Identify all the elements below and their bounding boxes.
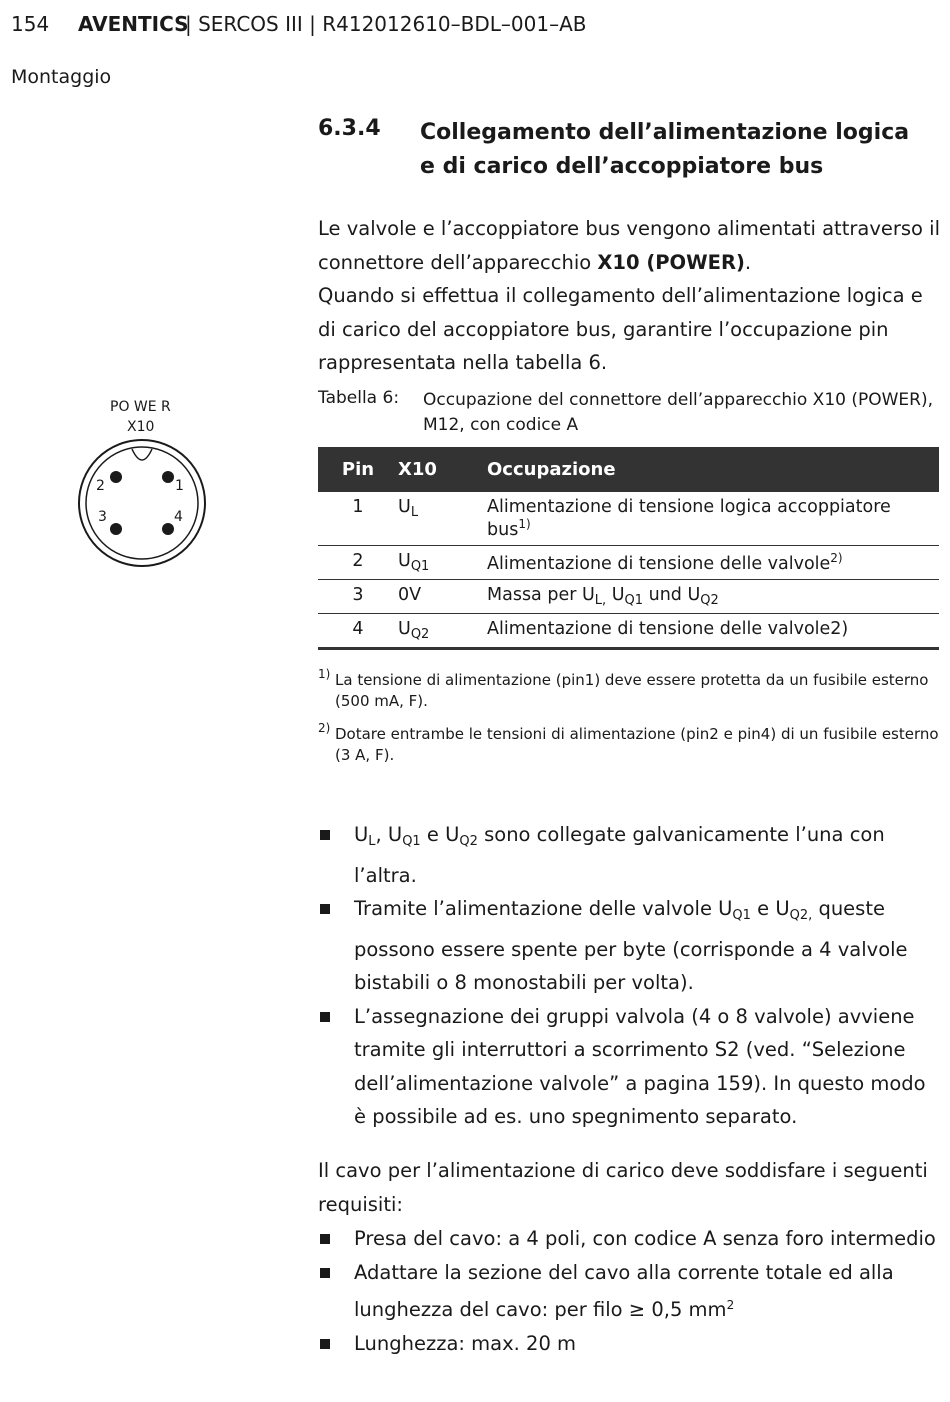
intro-p1-end: . [744, 250, 752, 274]
list-item [318, 1256, 943, 1327]
connector-text: und U [643, 585, 701, 605]
cell-description: Alimentazione di tensione delle valvole2) [487, 614, 939, 649]
table-header-row [318, 447, 939, 492]
pin-label-1: 1 [175, 478, 184, 494]
cell-description [487, 546, 939, 580]
table-row [318, 492, 939, 546]
subscript: Q1 [732, 908, 751, 923]
list-item [318, 1327, 943, 1361]
text: e U [750, 897, 790, 920]
bullet-square-icon [320, 1234, 330, 1244]
section-title-line2: e di carico dell’accoppiatore bus [420, 154, 824, 179]
list-item [318, 818, 943, 892]
superscript: 2 [726, 1298, 735, 1312]
subscript: Q2, [789, 908, 813, 923]
header-pin: Pin [318, 447, 398, 492]
list-item [318, 892, 943, 1000]
symbol-u: U [354, 823, 369, 846]
text: L’assegnazione dei gruppi valvola (4 o 8 valvole) avviene tramite gli interruttori a scorrimento S2 (ved. “Selezione dell’alimentazione valvole” a pagina 159). In questo modo è possibile ad es. uno spegnimento separato. [354, 1004, 926, 1128]
brand-name: AVENTICS [78, 12, 189, 36]
bullet-square-icon [320, 1268, 330, 1278]
intro-text [318, 212, 943, 380]
cell-pin: 2 [318, 546, 398, 580]
text: sono collegate galvanicamente l’una con l’altra. [354, 823, 885, 887]
text: Lunghezza: max. 20 m [354, 1331, 577, 1355]
signal-subscript: Q2 [410, 627, 430, 642]
footnote-mark: 2) [318, 721, 331, 735]
cell-description [487, 492, 939, 546]
subscript-q2: Q2 [700, 593, 719, 608]
bullet-square-icon [320, 1339, 330, 1349]
cell-signal [398, 546, 487, 580]
signal-subscript: L [410, 505, 419, 520]
power-connector-diagram [70, 395, 215, 575]
subscript-l: L, [594, 593, 607, 608]
subscript: Q1 [402, 834, 421, 849]
cell-pin: 4 [318, 614, 398, 649]
header-x10: X10 [398, 447, 487, 492]
section-title-line1: Collegamento dell’alimentazione logica [420, 120, 910, 145]
pin-label-3: 3 [98, 509, 107, 525]
cell-signal [398, 492, 487, 546]
signal-symbol: U [398, 551, 411, 571]
description-text: Alimentazione di tensione logica accoppiatore bus [487, 497, 891, 540]
signal-subscript: Q1 [410, 559, 430, 574]
cell-signal: 0V [398, 580, 487, 614]
intro-paragraph-1 [318, 212, 943, 279]
bullet-square-icon [320, 830, 330, 840]
table-row [318, 580, 939, 614]
diagram-label-power: PO WE R [110, 399, 171, 415]
section-title [420, 116, 940, 184]
symbol-u: U [606, 585, 625, 605]
text: Tramite l’alimentazione delle valvole U [354, 897, 733, 920]
pin-assignment-table [318, 447, 939, 650]
pin-4-dot [162, 523, 174, 535]
text: Presa del cavo: a 4 poli, con codice A senza foro intermedio [354, 1227, 936, 1250]
text: e U [420, 823, 460, 846]
text: queste possono essere spente per byte (corrisponde a 4 valvole bistabili o 8 monostabili per volta). [354, 897, 908, 994]
section-label: Montaggio [11, 66, 112, 88]
signal-symbol: U [398, 497, 411, 517]
diagram-label-x10: X10 [127, 419, 155, 435]
table-caption-label: Tabella 6: [318, 388, 400, 408]
footnote-text: Dotare entrambe le tensioni di alimentazione (pin2 e pin4) di un fusibile esterno (3 A, F). [335, 725, 939, 764]
pin-3-dot [110, 523, 122, 535]
intro-p1-bold: X10 (POWER) [597, 250, 745, 274]
cell-pin: 3 [318, 580, 398, 614]
bullet-list-2 [318, 1222, 943, 1360]
text: , U [375, 823, 403, 846]
footnote-ref: 1) [518, 517, 531, 531]
subscript: Q2 [459, 834, 478, 849]
cell-description [487, 580, 939, 614]
text: Adattare la sezione del cavo alla corrente totale ed alla lunghezza del cavo: per filo ≥ 0,5 mm [354, 1260, 894, 1321]
footnote-text: La tensione di alimentazione (pin1) deve essere protetta da un fusibile esterno (500 mA, F). [335, 671, 929, 710]
header-occupazione: Occupazione [487, 447, 939, 492]
list-item [318, 1000, 943, 1134]
description-text: Alimentazione di tensione delle valvole [487, 554, 831, 574]
pin-1-dot [162, 471, 174, 483]
footnote-ref: 2) [830, 551, 843, 565]
intro-p1-text: Le valvole e l’accoppiatore bus vengono alimentati attraverso il connettore dell’apparecchio [318, 217, 940, 274]
table-row [318, 614, 939, 649]
pin-label-4: 4 [174, 509, 183, 525]
footnote-2 [318, 721, 943, 766]
subscript-q1: Q1 [624, 593, 644, 608]
intro-paragraph-2: Quando si effettua il collegamento dell’alimentazione logica e di carico del accoppiatore bus, garantire l’occupazione pin rappresentata nella tabella 6. [318, 284, 923, 374]
cable-requirements-intro: Il cavo per l’alimentazione di carico deve soddisfare i seguenti requisiti: [318, 1159, 928, 1216]
bullet-square-icon [320, 1012, 330, 1022]
footnote-1 [318, 667, 943, 712]
subscript: L [368, 834, 376, 849]
signal-symbol: U [398, 619, 411, 639]
pin-2-dot [110, 471, 122, 483]
table-row [318, 546, 939, 580]
pin-label-2: 2 [96, 478, 105, 494]
bullet-square-icon [320, 904, 330, 914]
list-item [318, 1222, 943, 1256]
section-number: 6.3.4 [318, 116, 381, 141]
bullet-list-1 [318, 818, 943, 1134]
cell-signal [398, 614, 487, 649]
page-number: 154 [11, 12, 50, 36]
cell-pin: 1 [318, 492, 398, 546]
table-caption-text: Occupazione del connettore dell’apparecchio X10 (POWER), M12, con codice A [423, 390, 934, 435]
document-info: | SERCOS III | R412012610–BDL–001–AB [185, 12, 587, 36]
description-text: Massa per U [487, 585, 595, 605]
footnote-mark: 1) [318, 667, 331, 681]
connector-drawing [70, 395, 215, 575]
